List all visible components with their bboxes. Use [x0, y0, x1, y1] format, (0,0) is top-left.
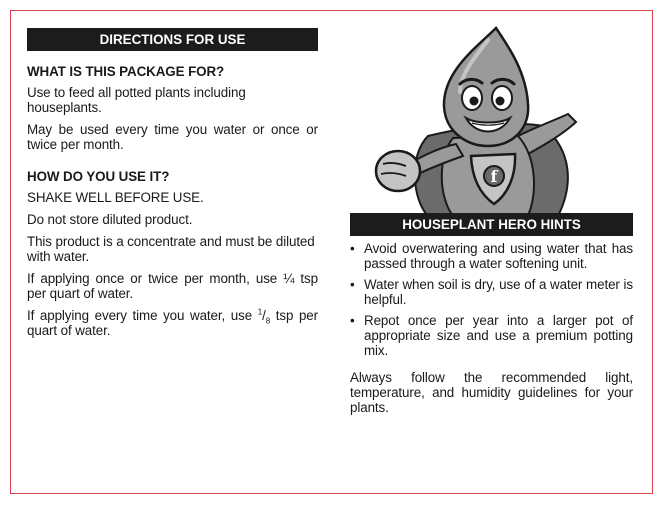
- hint-item: [350, 241, 633, 271]
- hint-item: [350, 313, 633, 358]
- fraction-denominator: 8: [265, 316, 271, 326]
- directions-title-bar: DIRECTIONS FOR USE: [27, 28, 318, 51]
- hints-column: [350, 213, 633, 415]
- mascot-right-pupil: [496, 97, 505, 106]
- concentrate-text: This product is a concentrate and must be diluted with water.: [27, 234, 315, 264]
- houseplant-hero-mascot: [368, 26, 580, 216]
- monthly-dose-text: If applying once or twice per month, use ¼ tsp per quart of water.: [27, 271, 318, 301]
- hint-item: [350, 277, 633, 307]
- usage-frequency-text: May be used every time you water or once or twice per month.: [27, 122, 318, 152]
- hint-text: Avoid overwatering and using water that has passed through a water softening unit.: [364, 241, 633, 271]
- fraction-numerator: 1: [257, 307, 263, 317]
- mascot-left-pupil: [470, 97, 479, 106]
- package-purpose-text: Use to feed all potted plants including houseplants.: [27, 85, 246, 115]
- hint-text: Water when soil is dry, use of a water meter is helpful.: [364, 277, 633, 307]
- hints-title-bar: HOUSEPLANT HERO HINTS: [350, 213, 633, 236]
- directions-column: [27, 28, 318, 338]
- bullet-dot: •: [350, 277, 355, 292]
- shake-well-text: SHAKE WELL BEFORE USE.: [27, 190, 204, 205]
- package-purpose-heading: WHAT IS THIS PACKAGE FOR?: [27, 64, 225, 79]
- mascot-fist: [376, 151, 420, 191]
- dose-text-start: If applying every time you water, use: [27, 308, 258, 323]
- hints-list: [350, 241, 633, 358]
- mascot-emblem-letter: f: [490, 167, 498, 186]
- bullet-dot: •: [350, 241, 355, 256]
- hint-text: Repot once per year into a larger pot of appropriate size and use a premium potting mix.: [364, 313, 633, 358]
- bullet-dot: •: [350, 313, 355, 328]
- hints-closing-text: Always follow the recommended light, temperature, and humidity guidelines for your plants.: [350, 370, 633, 415]
- every-watering-dose-text: If applying every time you water, use $^1/_8$ tsp per quart of water.: [27, 307, 318, 338]
- dose-text-end: tsp per quart of water.: [27, 308, 318, 338]
- how-to-use-heading: HOW DO YOU USE IT?: [27, 169, 170, 184]
- storage-text: Do not store diluted product.: [27, 212, 193, 227]
